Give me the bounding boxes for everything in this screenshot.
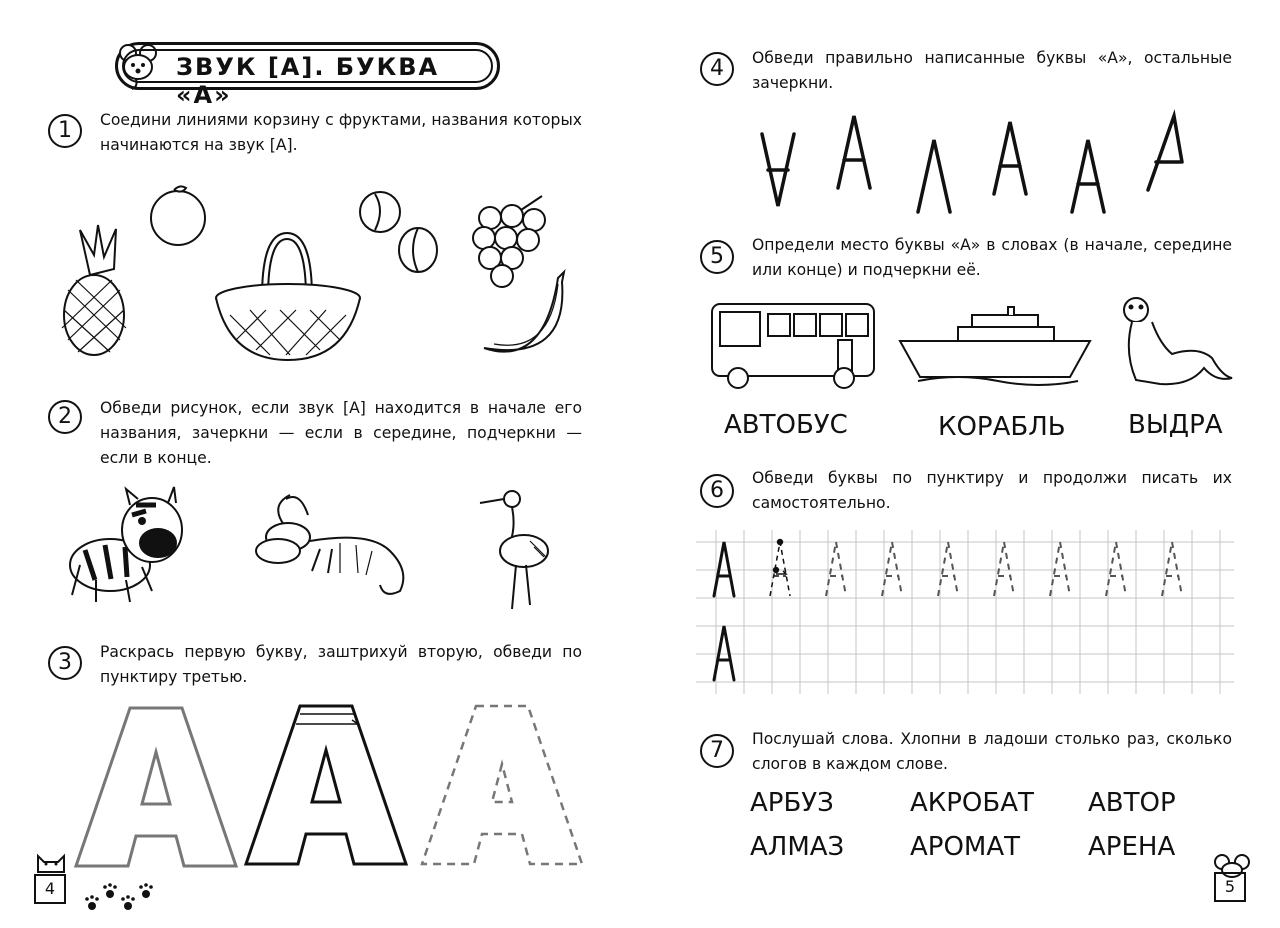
heron-icon <box>480 491 548 609</box>
otter-icon <box>1116 296 1236 392</box>
syllable-word: АЛМАЗ <box>750 832 845 862</box>
zebra-icon <box>70 487 182 602</box>
grapes-icon <box>473 196 545 287</box>
page-number-right: 5 <box>1214 872 1246 902</box>
picture-word-otter: ВЫДРА <box>1128 410 1223 440</box>
picture-word-bus: АВТОБУС <box>724 410 848 440</box>
task-5-text: Определи место буквы «А» в словах (в начале, середине или конце) и подчеркни её. <box>752 236 1232 279</box>
task-3-text: Раскрась первую букву, заштрихуй вторую, обведи по пунктиру третью. <box>100 643 582 686</box>
letter-variants <box>750 112 1190 218</box>
pineapple-icon <box>62 225 126 355</box>
copybook-grid <box>696 530 1234 694</box>
task-number-2: 2 <box>48 400 82 434</box>
syllable-word: АРОМАТ <box>910 832 1021 862</box>
orange-icon <box>151 186 205 245</box>
mouse-icon <box>114 43 164 89</box>
big-letter-a-hatched <box>246 706 406 866</box>
task-number-4: 4 <box>700 52 734 86</box>
cat-icon <box>34 848 68 874</box>
basket-icon <box>216 236 360 360</box>
syllable-word: АРБУЗ <box>750 788 834 818</box>
page-title: ЗВУК [А]. БУКВА «А» <box>176 53 440 109</box>
syllable-word: АКРОБАТ <box>910 788 1034 818</box>
task-number-3: 3 <box>48 646 82 680</box>
peach-icon <box>360 192 437 272</box>
syllable-word: АРЕНА <box>1088 832 1176 862</box>
task-4-text: Обведи правильно написанные буквы «А», остальные зачеркни. <box>752 49 1232 92</box>
big-letter-a-dashed <box>422 706 582 866</box>
task-6-text: Обведи буквы по пунктиру и продолжи писать их самостоятельно. <box>752 469 1232 512</box>
syllable-word: АВТОР <box>1088 788 1176 818</box>
task-number-5: 5 <box>700 240 734 274</box>
task-number-7: 7 <box>700 734 734 768</box>
animals-illustration <box>60 485 580 615</box>
crayfish-icon <box>256 495 403 594</box>
task-2-text: Обведи рисунок, если звук [А] находится в начале его названия, зачеркни — если в середине, подчеркни — если в конце. <box>100 399 582 467</box>
picture-word-ship: КОРАБЛЬ <box>938 412 1066 442</box>
big-letter-a-outline <box>76 708 236 868</box>
right-page <box>640 0 1280 928</box>
task-number-6: 6 <box>700 474 734 508</box>
bus-icon <box>708 300 878 392</box>
fruits-illustration <box>50 180 610 370</box>
task-1-text: Соедини линиями корзину с фруктами, названия которых начинаются на звук [А]. <box>100 111 582 154</box>
page-number-left: 4 <box>34 874 66 904</box>
title-banner <box>115 42 500 109</box>
paw-prints-icon <box>72 884 152 914</box>
ship-icon <box>898 305 1098 385</box>
task-number-1: 1 <box>48 114 82 148</box>
task-7-text: Послушай слова. Хлопни в ладоши столько раз, сколько слогов в каждом слове. <box>752 730 1232 773</box>
